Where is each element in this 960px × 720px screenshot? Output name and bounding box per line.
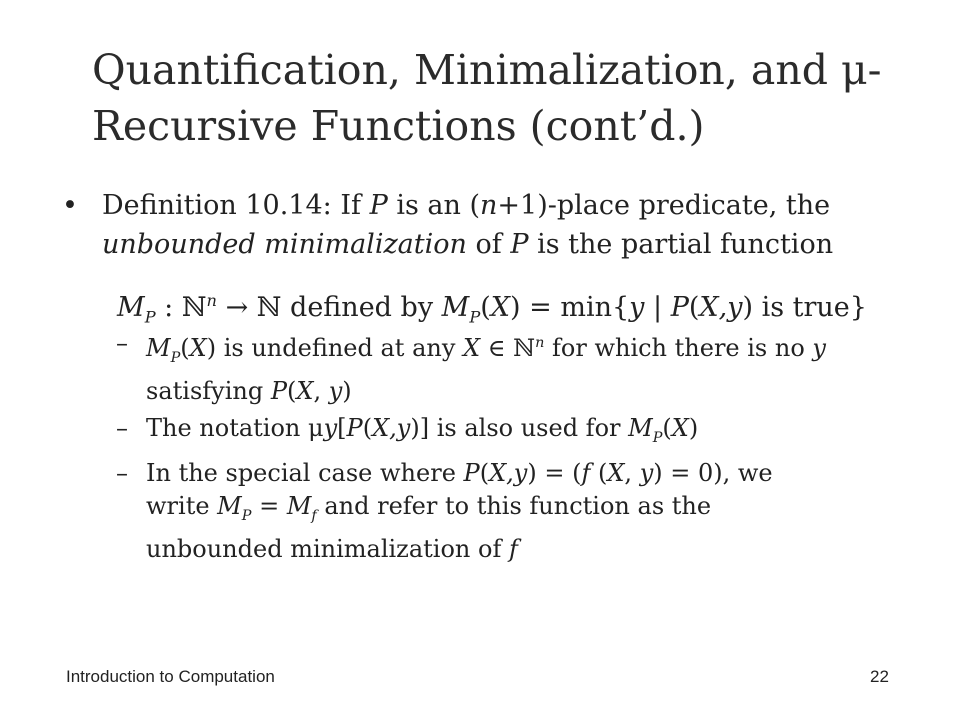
- text-segment: ∈ ℕ: [480, 334, 536, 362]
- text-segment: (: [286, 376, 297, 405]
- math-var: X: [671, 414, 689, 442]
- text-segment: is the partial function: [528, 229, 834, 260]
- sub-bullet-1-text: [146, 327, 906, 408]
- bullet-marker: •: [62, 190, 78, 221]
- footer-course-title: Introduction to Computation: [66, 667, 275, 686]
- text-segment: )] is also used for: [410, 414, 629, 442]
- math-var: P: [510, 229, 529, 260]
- math-var: X: [607, 459, 625, 487]
- math-subscript: P: [469, 307, 481, 327]
- math-var: y: [323, 414, 338, 442]
- text-segment: [: [337, 414, 347, 442]
- text-segment: ,: [313, 376, 329, 405]
- math-var: X: [296, 376, 314, 405]
- math-var: M: [628, 414, 653, 442]
- title-line-1: Quantification, Minimalization, and μ-: [92, 46, 882, 94]
- definition-line-2: [102, 225, 902, 264]
- text-segment: (: [688, 292, 700, 323]
- math-superscript: n: [535, 335, 545, 351]
- text-segment: ) = 0), we: [653, 459, 773, 487]
- text-segment: (: [479, 459, 490, 487]
- text-segment: of: [466, 229, 511, 260]
- definition-line-1: [102, 186, 902, 225]
- math-var: P: [369, 190, 388, 221]
- text-segment: In the special case where: [146, 459, 464, 487]
- math-subscript: P: [652, 429, 663, 446]
- math-var: X: [490, 292, 511, 323]
- text-segment: |: [644, 292, 671, 323]
- text-segment: Definition 10.14: If: [102, 190, 370, 221]
- math-var: P: [346, 414, 363, 442]
- text-segment: satisfying: [146, 376, 271, 405]
- math-var: M: [117, 292, 145, 323]
- page-number: 22: [870, 667, 889, 686]
- text-segment: The notation μ: [146, 414, 324, 442]
- math-subscript: f: [311, 507, 317, 524]
- sub-bullet-2-text: [146, 412, 906, 455]
- math-var: M: [217, 492, 242, 520]
- math-var: f: [581, 459, 591, 487]
- slide-title: [92, 42, 912, 154]
- text-segment: is an (: [387, 190, 481, 221]
- emphasis-term: unbounded minimalization: [102, 229, 467, 260]
- math-var: y: [639, 459, 654, 487]
- text-segment: (: [180, 334, 190, 362]
- math-subscript: P: [241, 507, 252, 524]
- sub-bullet-3-text: [146, 457, 906, 566]
- math-var: M: [146, 334, 171, 362]
- text-segment: ): [688, 414, 699, 442]
- text-segment: write: [146, 492, 218, 520]
- math-var: P: [670, 292, 689, 323]
- dash-marker: –: [116, 414, 128, 442]
- math-superscript: n: [206, 291, 217, 310]
- text-segment: (: [362, 414, 373, 442]
- text-segment: → ℕ defined by: [216, 292, 442, 323]
- text-segment: ,: [624, 459, 640, 487]
- text-segment: and refer to this function as the: [316, 492, 712, 520]
- math-var: n: [480, 190, 498, 221]
- math-var: y: [629, 292, 645, 323]
- text-segment: ) is undefined at any: [206, 334, 464, 362]
- text-segment: ) = (: [527, 459, 582, 487]
- text-segment: +1)-place predicate, the: [497, 190, 831, 221]
- math-var: X,y: [489, 459, 528, 487]
- text-segment: =: [251, 492, 287, 520]
- math-var: X,y: [372, 414, 411, 442]
- math-var: f: [508, 534, 518, 563]
- text-segment: (: [662, 414, 672, 442]
- dash-marker: –: [116, 329, 128, 357]
- math-var: y: [328, 376, 343, 405]
- text-segment: ): [342, 376, 352, 405]
- math-var: X,y: [699, 292, 743, 323]
- math-var: P: [463, 459, 480, 487]
- text-segment: for which there is no: [544, 334, 813, 362]
- text-segment: unbounded minimalization of: [146, 534, 509, 563]
- math-var: X: [189, 334, 207, 362]
- math-subscript: P: [170, 349, 181, 366]
- text-segment: : ℕ: [155, 292, 207, 323]
- text-segment: (: [480, 292, 491, 323]
- definition-text: [102, 186, 902, 264]
- text-segment: (: [590, 459, 608, 487]
- math-subscript: P: [144, 307, 156, 327]
- math-var: y: [812, 334, 826, 362]
- math-var: M: [286, 492, 312, 520]
- math-var: P: [270, 376, 287, 405]
- text-segment: ) is true}: [742, 292, 867, 323]
- math-var: M: [441, 292, 470, 323]
- dash-marker: –: [116, 459, 128, 487]
- math-var: X: [463, 334, 481, 362]
- text-segment: ) = min{: [510, 292, 630, 323]
- title-line-2: Recursive Functions (cont’d.): [92, 102, 705, 150]
